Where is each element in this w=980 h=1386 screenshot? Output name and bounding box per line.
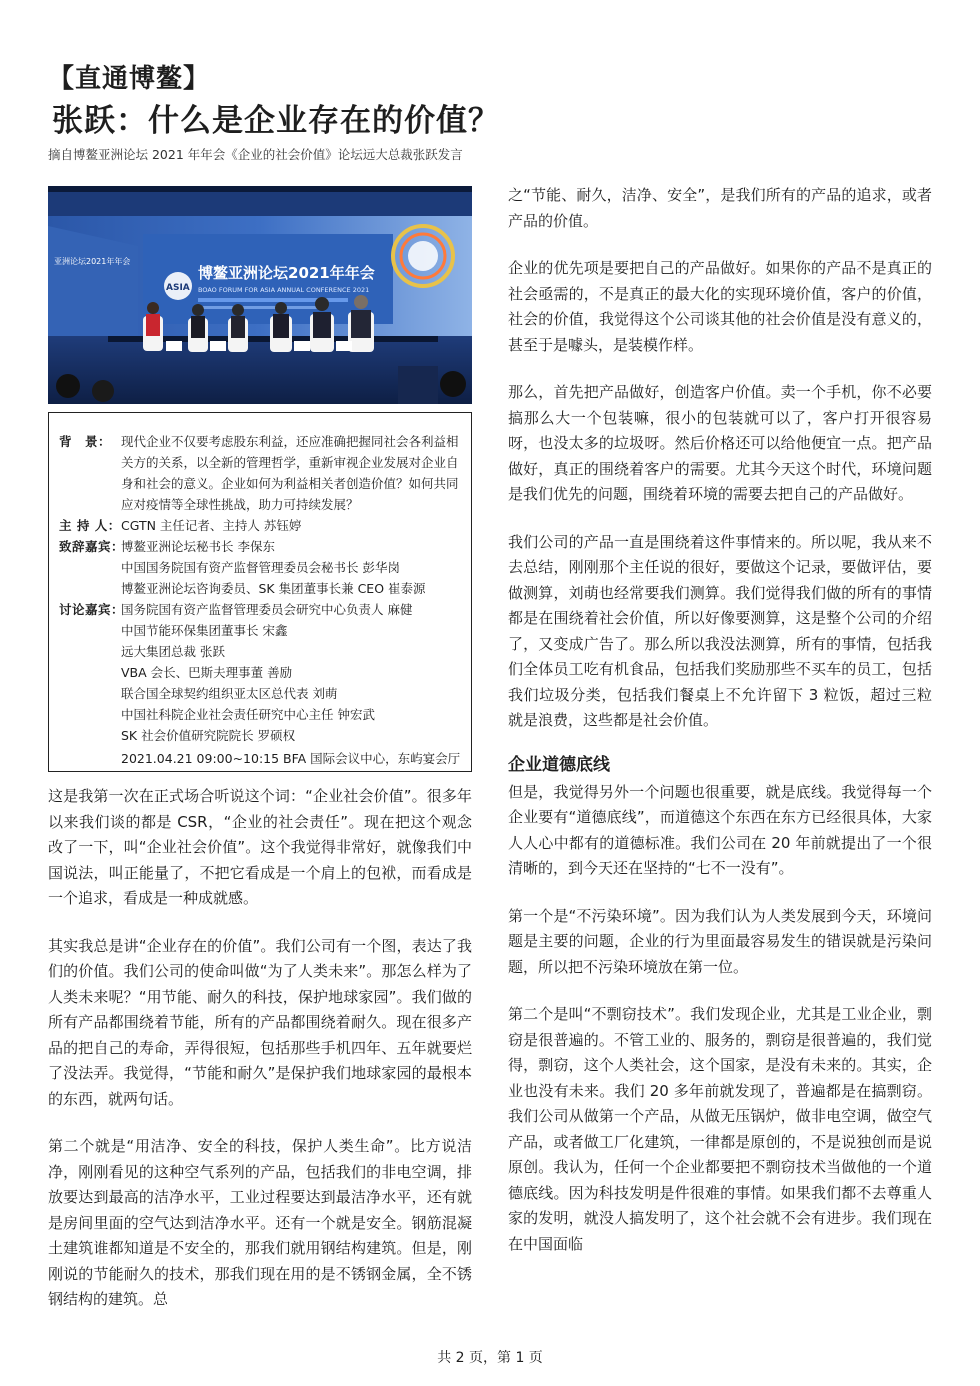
- welcome-guest: 中国国务院国有资产监督管理委员会秘书长 彭华岗: [121, 560, 400, 575]
- background-row: [59, 431, 461, 515]
- panel-row: [59, 599, 461, 746]
- welcome-row: [59, 536, 461, 599]
- forum-info-box: [48, 412, 472, 772]
- right-column: [508, 183, 932, 1279]
- panel-label: 讨论嘉宾：: [59, 602, 125, 617]
- section-tag: 【直通博鳌】: [48, 64, 211, 94]
- host-text: CGTN 主任记者、主持人 苏钰婷: [121, 518, 302, 533]
- panel-guest: VBA 会长、巴斯夫理事董 善励: [121, 665, 293, 680]
- panel-guest: SK 社会价值研究院院长 罗硕权: [121, 728, 296, 743]
- conference-photo: [48, 186, 472, 404]
- paragraph: 这是我第一次在正式场合听说这个词：“企业社会价值”。很多年以来我们谈的都是 CSR，“企业的社会责任”。现在把这个观念改了一下，叫“企业社会价值”。这个我觉得非常好，就像我们中国说法，叫正能量了，不把它看成是一个肩上的包袱，而看成是一个追求，看成是一种成就感。: [48, 787, 472, 907]
- photo-logo-text: ASIA: [166, 283, 190, 293]
- welcome-guest: 博鳌亚洲论坛秘书长 李保东: [121, 539, 275, 554]
- banner-en-text: BOAO FORUM FOR ASIA ANNUAL CONFERENCE 2021: [198, 286, 370, 294]
- paragraph: 之“节能、耐久，洁净、安全”，是我们所有的产品的追求，或者产品的价值。: [508, 186, 932, 230]
- paragraph: 其实我总是讲“企业存在的价值”。我们公司有一个图，表达了我们的价值。我们公司的使命叫做“为了人类未来”。那怎么样为了人类未来呢？“用节能、耐久的科技，保护地球家园”。我们做的所有产品都围绕着节能，所有的产品都围绕着耐久。现在很多产品的把自己的寿命，弄得很短，包括那些手机四年、五年就要烂了没法弄。我觉得，“节能和耐久”是保护我们地球家园的最根本的东西，就两句话。: [48, 936, 472, 1108]
- paragraph: 但是，我觉得另外一个问题也很重要，就是底线。我觉得每一个企业要有“道德底线”，而道德这个东西在东方已经很具体，大家人人心中都有的道德标准。我们公司在 20 年前就提出了一个很清晰的，到今天还在坚持的“七不一没有”。: [508, 782, 932, 877]
- paragraph: 第一个是“不污染环境”。因为我们认为人类发展到今天，环境问题是主要的问题，企业的行为里面最容易发生的错误就是污染问题，所以把不污染环境放在第一位。: [508, 906, 932, 976]
- panel-guest: 中国社科院企业社会责任研究中心主任 钟宏武: [121, 707, 375, 722]
- paragraph: 企业的优先项是要把自己的产品做好。如果你的产品不是真正的社会亟需的，不是真正的最大化的实现环境价值，客户的价值，社会的价值，我觉得这个公司谈其他的社会价值是没有意义的，甚至于是噱头，是装模作样。: [508, 259, 932, 354]
- page-title: 张跃：什么是企业存在的价值？: [52, 103, 500, 139]
- panel-guest: 国务院国有资产监督管理委员会研究中心负责人 麻健: [121, 602, 413, 617]
- panel-guest: 联合国全球契约组织亚太区总代表 刘萌: [121, 686, 338, 701]
- left-column: [48, 784, 472, 1335]
- paragraph: 那么，首先把产品做好，创造客户价值。卖一个手机，你不必要搞那么大一个包装嘛，很小的包装就可以了，客户打开很容易呀，也没太多的垃圾呀。然后价格还可以给他便宜一点。把产品做好，真正的围绕着客户的需要。尤其今天这个时代，环境问题是我们优先的问题，围绕着环境的需要去把自己的产品做好。: [508, 383, 932, 503]
- welcome-guest: 博鳌亚洲论坛咨询委员、SK 集团董事长兼 CEO 崔泰源: [121, 581, 426, 596]
- paragraph: 我们公司的产品一直是围绕着这件事情来的。所以呢，我从来不去总结，刚刚那个主任说的很好，要做这个记录，要做评估，要做测算，刘萌也经常要我们测算。我们觉得我们做的所有的事情都是在围绕着社会价值，所以好像要测算，这是整个公司的介绍了，又变成广告了。那么所以我没法测算，所有的事情，包括我们全体员工吃有机食品，包括我们奖励那些不买车的员工，包括我们垃圾分类，包括我们餐桌上不允许留下 3 粒饭，超过三粒就是浪费，这些都是社会价值。: [508, 532, 932, 729]
- background-label: 背 景：: [59, 434, 112, 449]
- paragraph: 第二个就是“用洁净、安全的科技，保护人类生命”。比方说洁净，刚刚看见的这种空气系列的产品，包括我们的非电空调，排放要达到最高的洁净水平，工业过程要达到最洁净水平，还有就是房间里面的空气达到洁净水平。还有一个就是安全。钢筋混凝土建筑谁都知道是不安全的，那我们就用钢结构建筑。但是，刚刚说的节能耐久的技术，那我们现在用的是不锈钢金属，全不锈钢结构的建筑。总: [48, 1137, 472, 1308]
- page-subtitle: 摘自博鳌亚洲论坛 2021 年年会《企业的社会价值》论坛远大总裁张跃发言: [48, 147, 463, 162]
- background-text: 现代企业不仅要考虑股东利益，还应准确把握同社会各利益相关方的关系，以全新的管理哲学，重新审视企业发展对企业自身和社会的意义。企业如何为利益相关者创造价值？如何共同应对疫情等全球性挑战，助力可持续发展？: [121, 434, 459, 512]
- event-datetime: 2021.04.21 09:00~10:15 BFA 国际会议中心，东屿宴会厅: [121, 751, 461, 766]
- panel-guest: 中国节能环保集团董事长 宋鑫: [121, 623, 288, 638]
- section-heading: 企业道德底线: [508, 754, 610, 775]
- page-footer: 共 2 页，第 1 页: [437, 1350, 543, 1366]
- host-row: [59, 515, 461, 536]
- panel-guest: 远大集团总裁 张跃: [121, 644, 225, 659]
- host-label: 主 持 人：: [59, 518, 121, 533]
- welcome-label: 致辞嘉宾：: [59, 539, 125, 554]
- banner-title-text: 博鳌亚洲论坛2021年年会: [198, 264, 375, 282]
- paragraph: 第二个是叫“不剽窃技术”。我们发现企业，尤其是工业企业，剽窃是很普遍的。不管工业的、服务的，剽窃是很普遍的，我们觉得，剽窃，这个人类社会，这个国家，是没有未来的。其实，企业也没有未来。我们 20 多年前就发现了，普遍都是在搞剽窃。我们公司从做第一个产品，从做无压锅炉，做非电空调，做空气产品，或者做工厂化建筑，一律都是原创的，不是说独创而是说原创。我认为，任何一个企业都要把不剽窃技术当做他的一个道德底线。因为科技发明是件很难的事情。如果我们都不去尊重人家的发明，就没人搞发明了，这个社会就不会有进步。我们现在在中国面临: [508, 1005, 932, 1253]
- left-banner-text: 亚洲论坛2021年年会: [54, 257, 131, 266]
